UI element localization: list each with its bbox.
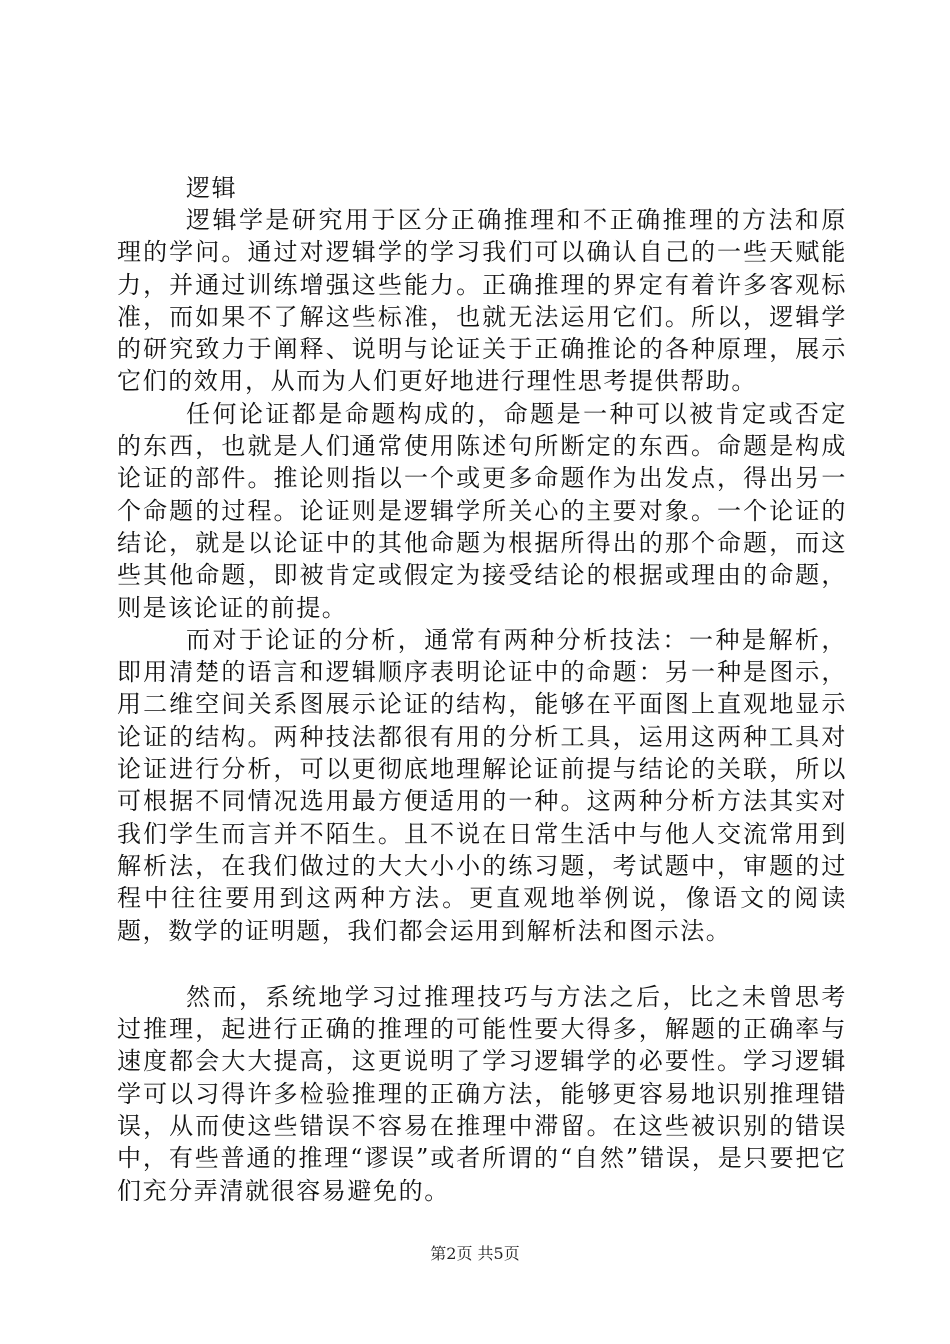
paragraph-2: 任何论证都是命题构成的，命题是一种可以被肯定或否定的东西，也就是人们通常使用陈述句所断定的东西。命题是构成论证的部件。推论则指以一个或更多命题作为出发点，得出另一个命题的过程。论证则是逻辑学所关心的主要对象。一个论证的结论，就是以论证中的其他命题为根据所得出的那个命题，而这些其他命题，即被肯定或假定为接受结论的根据或理由的命题，则是该论证的前提。 <box>117 399 847 622</box>
paragraph-1: 逻辑学是研究用于区分正确推理和不正确推理的方法和原理的学问。通过对逻辑学的学习我们可以确认自己的一些天赋能力，并通过训练增强这些能力。正确推理的界定有着许多客观标准，而如果不了解这些标准，也就无法运用它们。所以，逻辑学的研究致力于阐释、说明与论证关于正确推论的各种原理，展示它们的效用，从而为人们更好地进行理性思考提供帮助。 <box>117 206 847 396</box>
paragraph-gap <box>117 947 847 981</box>
document-body <box>117 172 847 1207</box>
paragraph-4: 然而，系统地学习过推理技巧与方法之后，比之未曾思考过推理，起进行正确的推理的可能性要大得多，解题的正确率与速度都会大大提高，这更说明了学习逻辑学的必要性。学习逻辑学可以习得许多检验推理的正确方法，能够更容易地识别推理错误，从而使这些错误不容易在推理中滞留。在这些被识别的错误中，有些普通的推理“谬误”或者所谓的“自然”错误，是只要把它们充分弄清就很容易避免的。 <box>117 982 847 1205</box>
paragraph-3: 而对于论证的分析，通常有两种分析技法：一种是解析，即用清楚的语言和逻辑顺序表明论证中的命题：另一种是图示，用二维空间关系图展示论证的结构，能够在平面图上直观地显示论证的结构。两种技法都很有用的分析工具，运用这两种工具对论证进行分析，可以更彻底地理解论证前提与结论的关联，所以可根据不同情况选用最方便适用的一种。这两种分析方法其实对我们学生而言并不陌生。且不说在日常生活中与他人交流常用到解析法，在我们做过的大大小小的练习题，考试题中，审题的过程中往往要用到这两种方法。更直观地举例说，像语文的阅读题，数学的证明题，我们都会运用到解析法和图示法。 <box>117 625 847 945</box>
page-number-footer: 第2页 共5页 <box>430 1244 520 1263</box>
document-title: 逻辑 <box>186 174 238 202</box>
